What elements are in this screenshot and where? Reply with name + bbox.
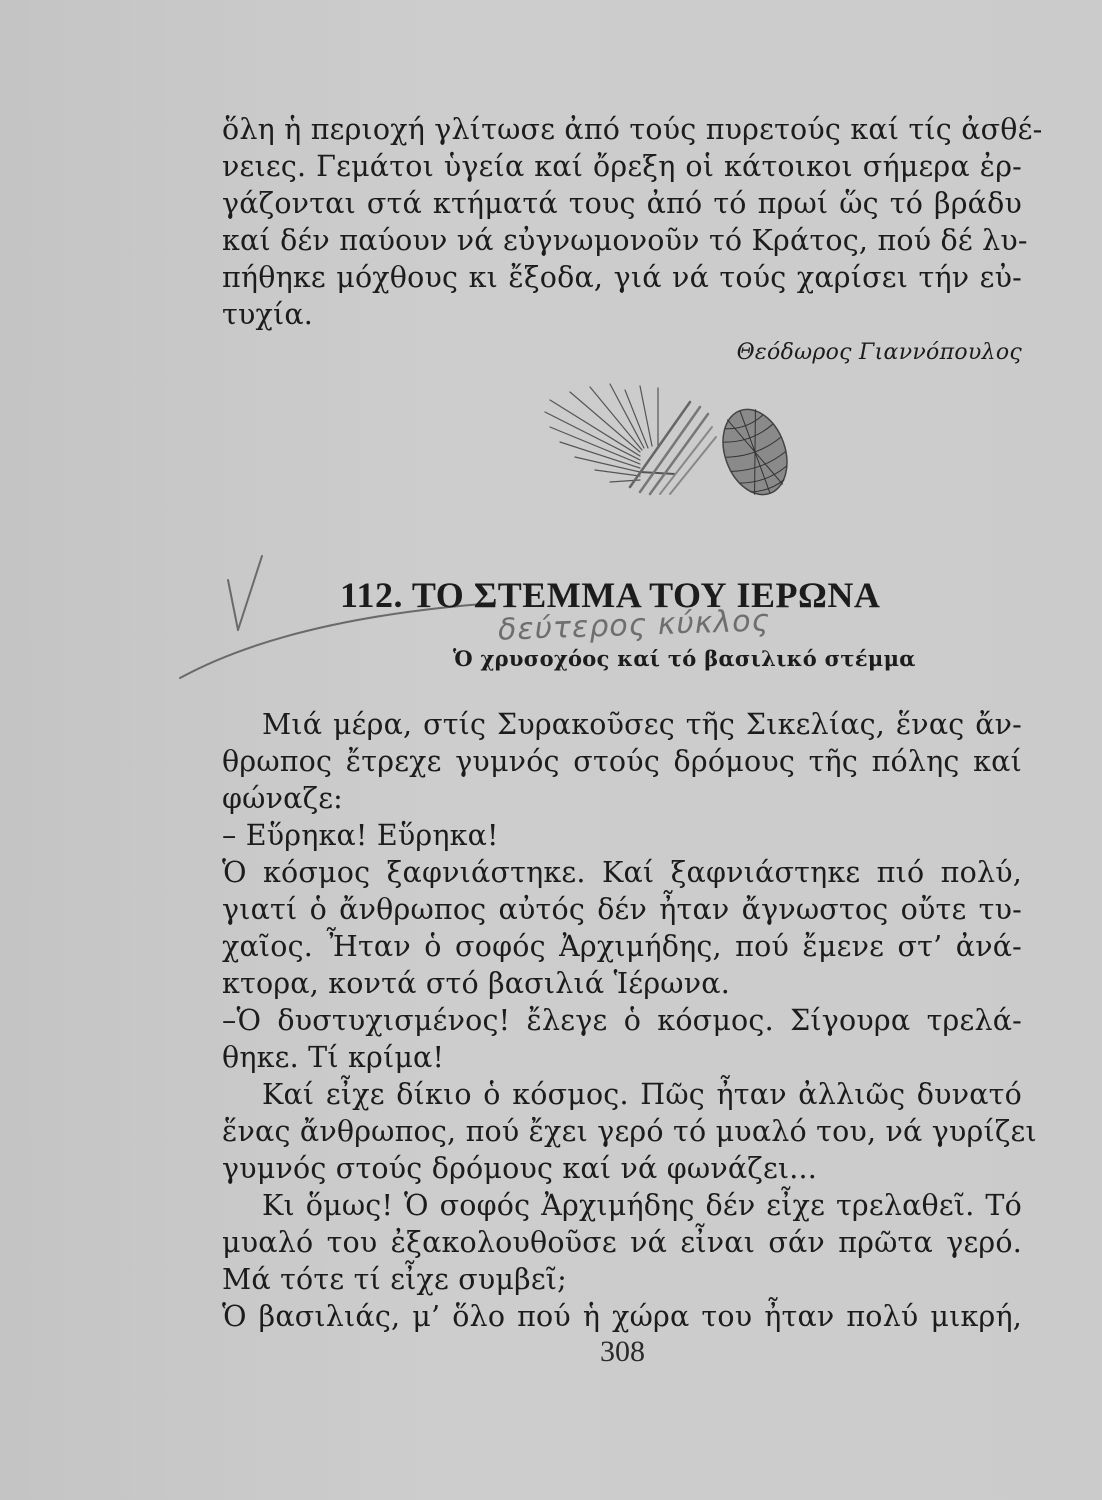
text-line: γάζονται στά κτήματά τους ἀπό τό πρωί ὥς τό βράδυ (222, 187, 1022, 220)
text-line: τυχία. (222, 298, 314, 331)
text-line: γιατί ὁ ἄνθρωπος αὐτός δέν ἦταν ἄγνωστος οὔτε τυ- (222, 893, 1022, 926)
text-line: νειες. Γεμάτοι ὑγεία καί ὄρεξη οἱ κάτοικοι σήμερα ἐρ- (222, 150, 1022, 183)
text-line: χαῖος. Ἦταν ὁ σοφός Ἀρχιμήδης, πού ἔμενε στ’ ἀνά- (222, 930, 1022, 963)
text-line: θρωπος ἔτρεχε γυμνός στούς δρόμους τῆς πόλης καί (222, 745, 1022, 778)
text-line: μυαλό του ἐξακολουθοῦσε νά εἶναι σάν πρῶτα γερό. (222, 1226, 1022, 1259)
page-number: 308 (600, 1335, 645, 1368)
text-line: καί δέν παύουν νά εὐγνωμονοῦν τό Κράτος, πού δέ λυ- (222, 224, 1028, 257)
text-line: πήθηκε μόχθους κι ἔξοδα, γιά νά τούς χαρίσει τήν εὐ- (222, 261, 1022, 294)
text-line: Καί εἶχε δίκιο ὁ κόσμος. Πῶς ἦταν ἀλλιῶς δυνατό (262, 1078, 1022, 1111)
chapter-title: 112. ΤΟ ΣΤΕΜΜΑ ΤΟΥ ΙΕΡΩΝΑ (340, 575, 881, 615)
text-line: –Ὁ δυστυχισμένος! ἔλεγε ὁ κόσμος. Σίγουρα τρελά- (222, 1004, 1022, 1037)
pine-branch-illustration (540, 382, 810, 507)
text-line: – Εὕρηκα! Εὕρηκα! (222, 819, 499, 852)
text-line: ὅλη ἡ περιοχή γλίτωσε ἀπό τούς πυρετούς καί τίς ἀσθέ- (222, 113, 1043, 146)
text-line: κτορα, κοντά στό βασιλιά Ἱέρωνα. (222, 967, 730, 1000)
text-line: Μά τότε τί εἶχε συμβεῖ; (222, 1263, 567, 1296)
pencil-checkmark-icon (170, 548, 500, 698)
pine-cone-icon (712, 400, 798, 503)
text-line: ἕνας ἄνθρωπος, πού ἔχει γερό τό μυαλό του, νά γυρίζει (222, 1115, 1037, 1148)
text-line: Ὁ κόσμος ξαφνιάστηκε. Καί ξαφνιάστηκε πιό πολύ, (222, 856, 1022, 889)
text-line: θηκε. Τί κρίμα! (222, 1041, 445, 1074)
handwritten-note: δεύτερος κύκλος (497, 603, 771, 648)
text-line: Ὁ βασιλιάς, μ’ ὅλο πού ἡ χώρα του ἦταν πολύ μικρή, (222, 1300, 1022, 1333)
text-line: Κι ὅμως! Ὁ σοφός Ἀρχιμήδης δέν εἶχε τρελαθεῖ. Τό (262, 1189, 1022, 1222)
chapter-subtitle: Ὁ χρυσοχόος καί τό βασιλικό στέμμα (453, 646, 916, 671)
text-line: φώναζε: (222, 782, 343, 815)
text-line: Μιά μέρα, στίς Συρακοῦσες τῆς Σικελίας, ἕνας ἄν- (262, 708, 1022, 741)
text-line: γυμνός στούς δρόμους καί νά φωνάζει... (222, 1152, 818, 1185)
author-signature: Θεόδωρος Γιαννόπουλος (736, 340, 1022, 365)
